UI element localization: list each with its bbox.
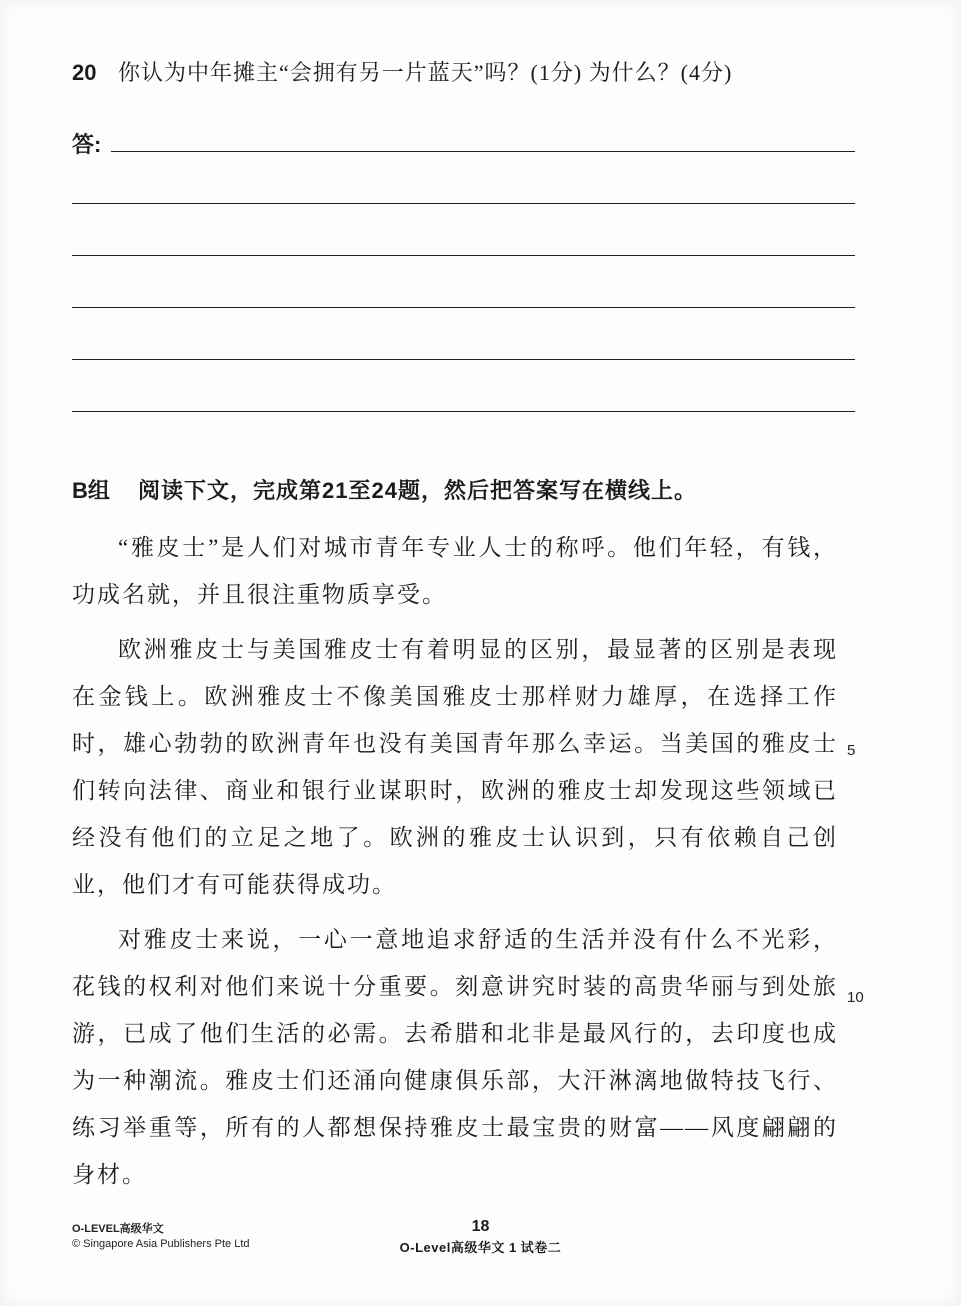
answer-row xyxy=(72,256,855,308)
footer-center xyxy=(0,1218,961,1256)
answer-area xyxy=(72,100,855,412)
section-b-instruction: 阅读下文，完成第21至24题，然后把答案写在横线上。 xyxy=(138,478,697,503)
passage-paragraph-1: “雅皮士”是人们对城市青年专业人士的称呼。他们年轻，有钱，功成名就，并且很注重物质享受。 xyxy=(72,535,838,607)
line-number-5: 5 xyxy=(847,742,856,759)
question-number: 20 xyxy=(72,60,97,85)
answer-line xyxy=(111,99,855,152)
answer-line xyxy=(72,203,855,256)
answer-label: 答: xyxy=(72,132,102,157)
section-b-label: B组 xyxy=(72,478,110,503)
question-row xyxy=(72,58,855,88)
line-number-10: 10 xyxy=(847,989,864,1006)
footer-paper-label: O-Level高级华文 1 试卷二 xyxy=(399,1240,562,1255)
answer-row xyxy=(72,308,855,360)
section-b-block xyxy=(72,476,864,1198)
question-text: 你认为中年摊主“会拥有另一片蓝天”吗？(1分) 为什么？(4分) xyxy=(118,60,733,85)
footer-publisher: © Singapore Asia Publishers Pte Ltd xyxy=(72,1238,250,1250)
passage-paragraph-3: 对雅皮士来说，一心一意地追求舒适的生活并没有什么不光彩，花钱的权利对他们来说十分重要。刻意讲究时装的高贵华丽与到处旅游，已成了他们生活的必需。去希腊和北非是最风行的，去印度也成为一种潮流。雅皮士们还涌向健康俱乐部，大汗淋漓地做特技飞行、练习举重等，所有的人都想保持雅皮士最宝贵的财富——风度翩翩的身材。 xyxy=(72,927,838,1187)
answer-line xyxy=(72,359,855,412)
answer-line xyxy=(72,151,855,204)
answer-line xyxy=(72,255,855,308)
answer-row xyxy=(72,100,855,157)
answer-row xyxy=(72,152,855,204)
page-content xyxy=(72,58,864,1206)
section-b-header xyxy=(72,476,855,506)
passage-paragraph-2: 欧洲雅皮士与美国雅皮士有着明显的区别，最显著的区别是表现在金钱上。欧洲雅皮士不像美国雅皮士那样财力雄厚，在选择工作时，雄心勃勃的欧洲青年也没有美国青年那么幸运。当美国的雅皮士们转向法律、商业和银行业谋职时，欧洲的雅皮士却发现这些领域已经没有他们的立足之地了。欧洲的雅皮士认识到，只有依赖自己创业，他们才有可能获得成功。 xyxy=(72,637,838,897)
question-20-block xyxy=(72,58,855,412)
page-number: 18 xyxy=(471,1218,490,1235)
answer-line xyxy=(72,307,855,360)
answer-row xyxy=(72,360,855,412)
answer-row xyxy=(72,204,855,256)
footer-series: O-LEVEL高级华文 xyxy=(72,1223,164,1235)
reading-passage xyxy=(72,524,864,1198)
